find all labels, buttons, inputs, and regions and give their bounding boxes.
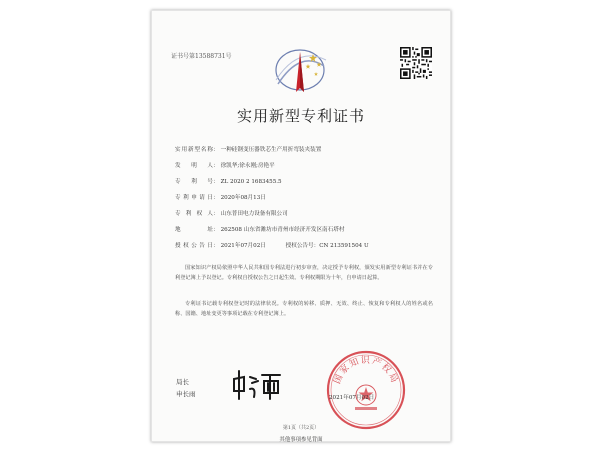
page-number: 第1页（共2页）	[282, 425, 320, 431]
field-value: 徐凯华;徐永刚;房艳平	[220, 163, 275, 169]
director-name: 申长雨	[176, 390, 196, 398]
certificate-number: 证书号第13588731号	[171, 53, 232, 60]
certificate-title: 实用新型专利证书	[236, 107, 365, 125]
field-label: 专利号	[175, 179, 213, 185]
field-label: 专利申请日	[175, 195, 213, 201]
seal-date: 2021年07月02日	[329, 395, 375, 401]
paragraph-grant-statement: 国家知识产权局依照中华人民共和国专利法进行初步审查，决定授予专利权，颁发实用新型专利证书并在专利登记簿上予以登记。专利权自授权公告之日起生效。专利权期限为十年，自申请日起算。	[175, 265, 433, 281]
official-seal-icon	[325, 349, 407, 431]
field-address: 地址： 262508 山东省潍坊市青州市经济开发区南石塔村	[175, 227, 345, 233]
certificate-document	[151, 10, 451, 442]
svg-text:国家知识产权局	[332, 354, 401, 386]
field-inventors: 发明人： 徐凯华;徐永刚;房艳平	[175, 163, 275, 169]
grant-number-label: 授权公告号：	[285, 243, 320, 249]
field-label: 发明人	[175, 163, 213, 169]
field-label: 实用新型名称	[175, 147, 213, 153]
qr-code-icon	[400, 47, 432, 79]
field-utility-model-name: 实用新型名称： 一种硅钢变压器铁芯生产用折弯装夹装置	[175, 147, 322, 153]
field-value: 2020年08月13日	[220, 195, 266, 201]
field-value: ZL 2020 2 1683455.5	[220, 179, 282, 185]
field-grant-date: 授权公告日： 2021年07月02日 授权公告号：CN 213591504 U	[175, 243, 369, 249]
field-patent-number: 专利号： ZL 2020 2 1683455.5	[175, 179, 282, 185]
field-label: 专利权人	[175, 211, 213, 217]
field-label: 地址	[175, 227, 213, 233]
field-value: 2021年07月02日	[220, 243, 266, 249]
field-value: 262508 山东省潍坊市青州市经济开发区南石塔村	[220, 227, 345, 233]
field-application-date: 专利申请日： 2020年08月13日	[175, 195, 266, 201]
field-value: 一种硅钢变压器铁芯生产用折弯装夹装置	[220, 147, 322, 153]
grant-number-value: CN 213591504 U	[319, 243, 369, 249]
director-signature	[230, 369, 286, 403]
director-title: 局长	[176, 378, 189, 386]
footer-note: 其他事项参见背面	[279, 437, 323, 443]
field-patentee: 专利权人： 山东普田电力设备有限公司	[175, 211, 288, 217]
paragraph-legal-status: 专利证书记载专利权登记时的法律状况。专利权的转移、质押、无效、终止、恢复和专利权人的姓名或名称、国籍、地址变更等事项记载在专利登记簿上。	[175, 301, 433, 317]
seal-text: 国家知识产权局	[332, 356, 400, 386]
cnipa-emblem-icon	[264, 44, 336, 100]
field-value: 山东普田电力设备有限公司	[220, 211, 288, 217]
field-label: 授权公告日	[175, 243, 213, 249]
